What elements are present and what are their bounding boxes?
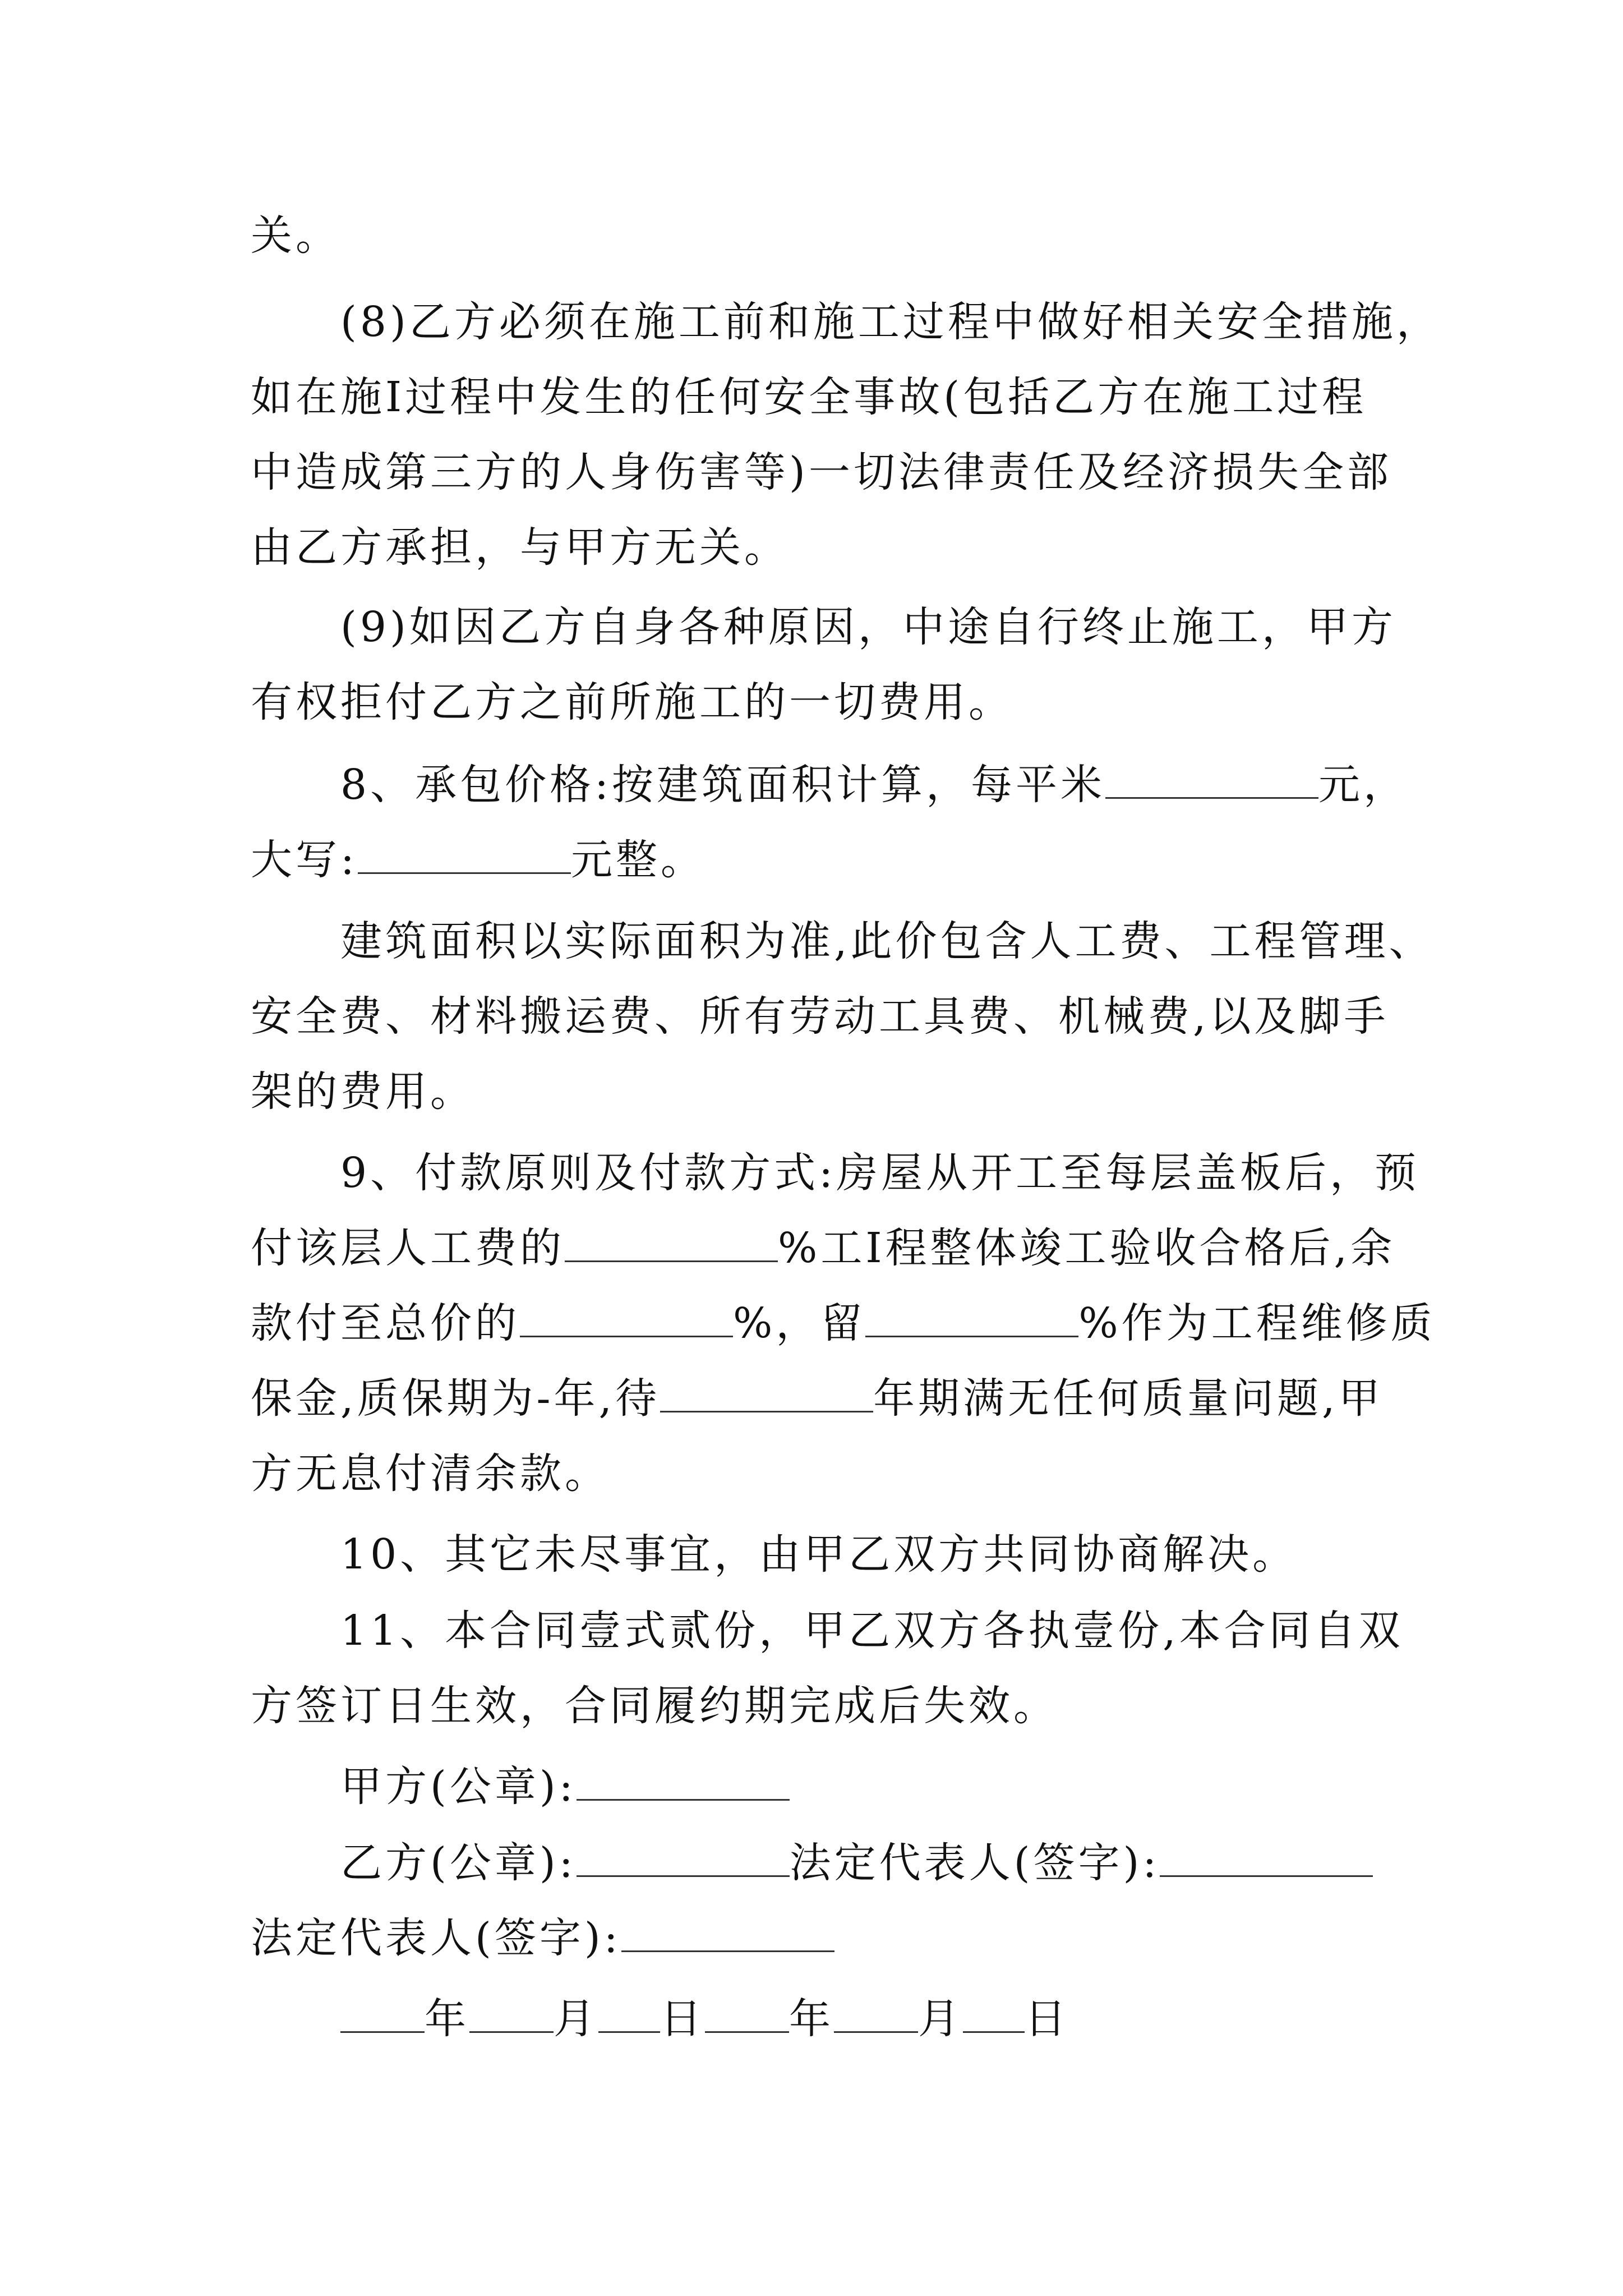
warranty-period-label: 保金,质保期为-年,待 — [251, 1374, 661, 1423]
party-b-seal-blank[interactable] — [577, 1842, 790, 1877]
area-line-2: 安全费、材料搬运费、所有劳动工具费、机械费,以及脚手 — [251, 992, 1389, 1041]
date-line — [340, 1994, 1069, 2044]
price-line-1 — [340, 760, 1408, 810]
party-a-seal-blank[interactable] — [577, 1765, 790, 1801]
party-b-seal-line — [340, 1838, 1373, 1888]
clause-9-line-2: 有权拒付乙方之前所施工的一切费用。 — [251, 678, 1013, 726]
payment-line-2 — [251, 1223, 1395, 1273]
clause-8-line-4: 由乙方承担，与甲方无关。 — [251, 523, 789, 572]
legal-rep-b-blank[interactable] — [1160, 1842, 1373, 1877]
capital-amount-label: 大写: — [251, 836, 358, 884]
yuan-label: 元， — [1318, 761, 1409, 809]
month-blank-b[interactable] — [834, 1998, 918, 2033]
retain-percent-blank[interactable] — [865, 1302, 1078, 1337]
legal-rep-label-b: 法定代表人(签字): — [789, 1839, 1160, 1887]
month-blank-a[interactable] — [469, 1998, 554, 2033]
payment-line-3 — [251, 1298, 1436, 1349]
warranty-text: %作为工程维修质 — [1078, 1299, 1436, 1347]
capital-amount-blank[interactable] — [358, 839, 571, 874]
total-percent-blank[interactable] — [520, 1302, 733, 1337]
day-label-b: 日 — [1025, 1995, 1069, 2043]
clause-8-line-3: 中造成第三方的人身伤害等)一切法律责任及经济损失全部 — [251, 448, 1392, 496]
expiry-text: 年期满无任何质量问题,甲 — [873, 1374, 1384, 1423]
total-pay-label: 款付至总价的 — [251, 1299, 520, 1347]
year-blank-b[interactable] — [705, 1998, 789, 2033]
year-blank-a[interactable] — [340, 1998, 425, 2033]
payment-line-1: 9、付款原则及付款方式:房屋从开工至每层盖板后，预 — [340, 1149, 1420, 1197]
day-blank-b[interactable] — [963, 1998, 1025, 2033]
clause-9-line-1: (9)如因乙方自身各种原因，中途自行终止施工，甲方 — [340, 603, 1396, 651]
line-01: 关。 — [251, 211, 340, 260]
year-label-a: 年 — [425, 1995, 469, 2043]
prepay-percent-blank[interactable] — [565, 1227, 778, 1262]
yuan-whole-label: 元整。 — [570, 836, 706, 884]
clause-8-line-2: 如在施I过程中发生的任何安全事故(包括乙方在施工过程 — [251, 373, 1367, 421]
party-b-seal-label: 乙方(公章): — [340, 1839, 577, 1887]
payment-line-4 — [251, 1373, 1384, 1424]
legal-rep-label: 法定代表人(签字): — [251, 1914, 621, 1962]
year-label-b: 年 — [789, 1995, 834, 2043]
completion-text: %工I程整体竣工验收合格后,余 — [778, 1224, 1396, 1272]
day-label-a: 日 — [660, 1995, 705, 2043]
clause-11-line-2: 方签订日生效，合同履约期完成后失效。 — [251, 1682, 1058, 1730]
warranty-years-blank[interactable] — [660, 1377, 873, 1412]
party-a-seal-line — [340, 1761, 790, 1812]
clause-8-line-1: (8)乙方必须在施工前和施工过程中做好相关安全措施， — [340, 298, 1441, 346]
clause-10: 10、其它未尽事宜，由甲乙双方共同协商解决。 — [340, 1530, 1298, 1579]
party-a-seal-label: 甲方(公章): — [340, 1763, 577, 1811]
month-label-a: 月 — [554, 1995, 598, 2043]
area-line-1: 建筑面积以实际面积为准,此价包含人工费、工程管理、 — [340, 917, 1434, 965]
legal-rep-line — [251, 1913, 834, 1963]
price-line-2 — [251, 835, 706, 885]
clause-11-line-1: 11、本合同壹式贰份，甲乙双方各执壹份,本合同自双 — [340, 1607, 1404, 1655]
legal-rep-blank[interactable] — [621, 1917, 834, 1952]
price-per-sqm-blank[interactable] — [1105, 763, 1318, 799]
retain-label: %，留 — [733, 1299, 866, 1347]
month-label-b: 月 — [918, 1995, 963, 2043]
area-line-3: 架的费用。 — [251, 1068, 475, 1116]
payment-line-5: 方无息付清余款。 — [251, 1450, 610, 1498]
day-blank-a[interactable] — [598, 1998, 660, 2033]
price-per-sqm-label: 8、承包价格:按建筑面积计算，每平米 — [340, 761, 1106, 809]
prepay-label: 付该层人工费的 — [251, 1224, 565, 1272]
